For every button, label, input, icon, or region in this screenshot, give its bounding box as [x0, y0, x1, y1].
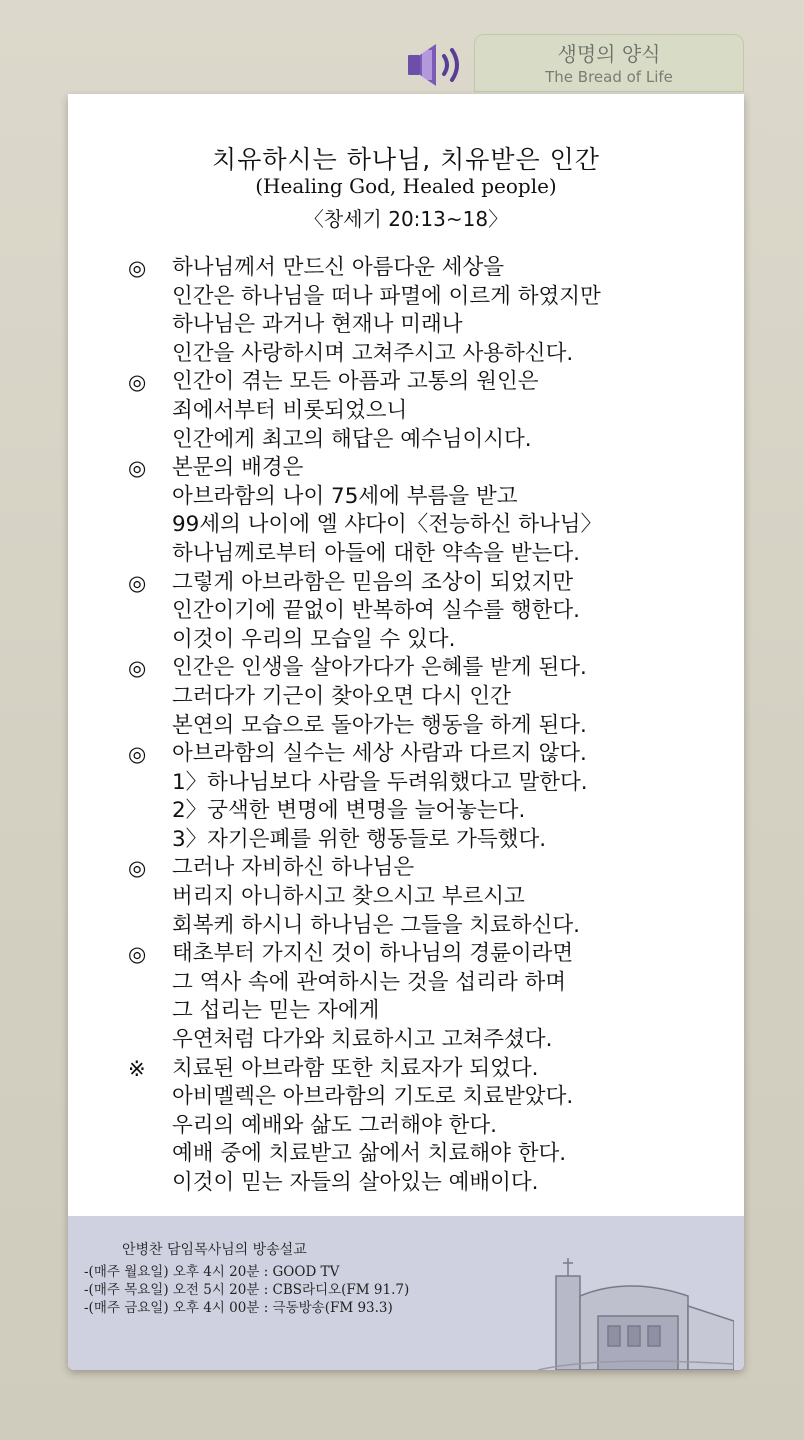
sermon-point — [128, 740, 738, 769]
note-marker: ※ — [128, 1056, 146, 1081]
sermon-body — [68, 94, 744, 1216]
sermon-point — [128, 569, 738, 598]
sermon-line — [128, 340, 738, 369]
line-text: 인간을 사랑하시며 고쳐주시고 사용하신다. — [172, 340, 574, 366]
sermon-line — [128, 1112, 738, 1141]
line-text: 이것이 믿는 자들의 살아있는 예배이다. — [172, 1170, 539, 1195]
sermon-line — [128, 311, 738, 340]
line-text: 버리지 아니하시고 찾으시고 부르시고 — [172, 884, 525, 910]
line-text: 우리의 예배와 삶도 그러해야 한다. — [172, 1112, 497, 1138]
sermon-point — [128, 368, 738, 397]
brand-subtitle: The Bread of Life — [545, 68, 673, 86]
brand-title: 생명의 양식 — [557, 42, 661, 66]
sermon-subtitle: (Healing God, Healed people) — [255, 174, 557, 198]
sermon-line — [128, 683, 738, 712]
line-text: 이것이 우리의 모습일 수 있다. — [172, 626, 456, 652]
bullet-marker: ◎ — [128, 742, 147, 767]
line-text: 그렇게 아브라함은 믿음의 조상이 되었지만 — [172, 569, 574, 595]
sermon-point — [128, 454, 738, 483]
bullet-marker: ◎ — [128, 942, 147, 967]
line-text: 하나님은 과거나 현재나 미래나 — [172, 312, 463, 338]
schedule-item: -(매주 목요일) 오전 5시 20분 : CBS라디오(FM 91.7) — [84, 1282, 410, 1298]
line-text: 태초부터 가지신 것이 하나님의 경륜이라면 — [172, 941, 574, 967]
bullet-marker: ◎ — [128, 656, 147, 681]
sermon-point — [128, 654, 738, 683]
line-text: 그 역사 속에 관여하시는 것을 섭리라 하며 — [172, 969, 567, 995]
line-text: 본문의 배경은 — [172, 455, 304, 481]
church-building-illustration — [538, 1236, 734, 1370]
sermon-line — [128, 540, 738, 569]
line-text: 인간이 겪는 모든 아픔과 고통의 원인은 — [172, 369, 539, 395]
line-text: 그러나 자비하신 하나님은 — [172, 855, 415, 881]
line-text: 인간은 하나님을 떠나 파멸에 이르게 하였지만 — [172, 283, 601, 309]
line-text: 아브라함의 나이 75세에 부름을 받고 — [172, 483, 518, 509]
line-text: 우연처럼 다가와 치료하시고 고쳐주셨다. — [172, 1027, 553, 1053]
bullet-marker: ◎ — [128, 856, 147, 881]
line-text: 그러다가 기근이 찾아오면 다시 인간 — [172, 683, 511, 709]
sermon-line — [128, 1026, 738, 1055]
brand-tab — [474, 34, 744, 92]
sermon-line — [128, 597, 738, 626]
line-text: 본연의 모습으로 돌아가는 행동을 하게 된다. — [172, 712, 587, 738]
sermon-line — [128, 397, 738, 426]
line-text: 회복케 하시니 하나님은 그들을 치료하신다. — [172, 912, 581, 938]
bullet-marker: ◎ — [128, 370, 147, 395]
sermon-line — [128, 1083, 738, 1112]
sermon-line — [128, 483, 738, 512]
line-text: 하나님께서 만드신 아름다운 세상을 — [172, 255, 505, 280]
line-text: 3〉자기은폐를 위한 행동들로 가득했다. — [172, 826, 547, 852]
broadcast-schedule — [84, 1263, 409, 1317]
broadcast-heading: 안병찬 담임목사님의 방송설교 — [122, 1242, 307, 1258]
sermon-line — [128, 883, 738, 912]
sermon-line — [128, 1169, 738, 1198]
sermon-line — [128, 912, 738, 941]
line-text: 1〉하나님보다 사람을 두려워했다고 말한다. — [172, 769, 588, 795]
sermon-point — [128, 254, 738, 283]
sermon-line — [128, 797, 738, 826]
sermon-line — [128, 426, 738, 455]
line-text: 99세의 나이에 엘 샤다이〈전능하신 하나님〉 — [172, 512, 603, 538]
sermon-line — [128, 969, 738, 998]
sermon-content — [128, 254, 738, 1198]
sermon-point — [128, 940, 738, 969]
line-text: 아브라함의 실수는 세상 사람과 다르지 않다. — [172, 741, 587, 767]
sermon-point — [128, 854, 738, 883]
schedule-item: -(매주 월요일) 오후 4시 20분 : GOOD TV — [84, 1264, 340, 1280]
sermon-point — [128, 1055, 738, 1084]
speaker-icon[interactable] — [404, 40, 468, 90]
schedule-item: -(매주 금요일) 오후 4시 00분 : 극동방송(FM 93.3) — [84, 1300, 393, 1316]
sermon-line — [128, 712, 738, 741]
line-text: 그 섭리는 믿는 자에게 — [172, 998, 380, 1024]
sermon-line — [128, 511, 738, 540]
line-text: 하나님께로부터 아들에 대한 약속을 받는다. — [172, 540, 581, 566]
sermon-line — [128, 626, 738, 655]
sermon-card — [68, 94, 744, 1370]
line-text: 치료된 아브라함 또한 치료자가 되었다. — [172, 1055, 539, 1081]
line-text: 인간이기에 끝없이 반복하여 실수를 행한다. — [172, 598, 581, 624]
sermon-line — [128, 1140, 738, 1169]
sermon-line — [128, 283, 738, 312]
sermon-line — [128, 826, 738, 855]
bullet-marker: ◎ — [128, 570, 147, 595]
bullet-marker: ◎ — [128, 256, 147, 280]
scripture-reference: 〈창세기 20:13~18〉 — [303, 207, 509, 231]
bullet-marker: ◎ — [128, 456, 147, 481]
sermon-title: 치유하시는 하나님, 치유받은 인간 — [212, 145, 600, 174]
line-text: 인간에게 최고의 해답은 예수님이시다. — [172, 426, 532, 452]
line-text: 인간은 인생을 살아가다가 은혜를 받게 된다. — [172, 655, 587, 681]
line-text: 죄에서부터 비롯되었으니 — [172, 397, 408, 423]
line-text: 2〉궁색한 변명에 변명을 늘어놓는다. — [172, 798, 526, 824]
line-text: 예배 중에 치료받고 삶에서 치료해야 한다. — [172, 1141, 567, 1167]
sermon-line — [128, 769, 738, 798]
sermon-line — [128, 997, 738, 1026]
broadcast-footer — [68, 1216, 744, 1370]
line-text: 아비멜렉은 아브라함의 기도로 치료받았다. — [172, 1084, 574, 1110]
